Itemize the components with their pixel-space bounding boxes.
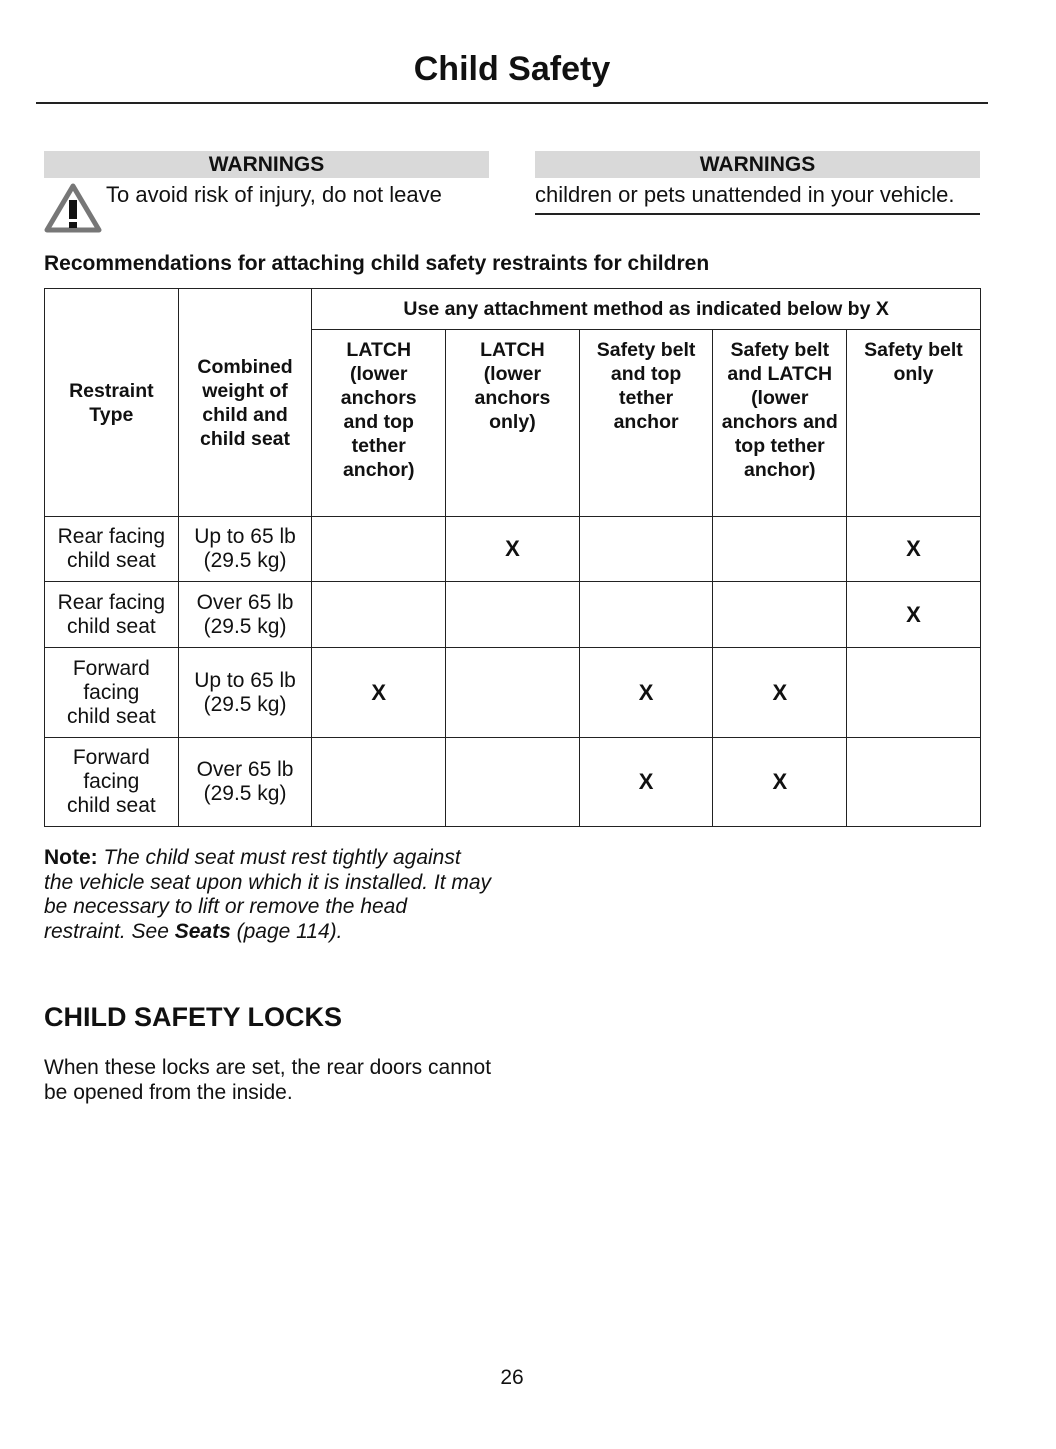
table-row [45,517,981,582]
cell-mark: X [847,517,981,582]
locks-text: When these locks are set, the rear doors cannot be opened from the inside. [44,1056,492,1104]
cell-type: Rear facing child seat [45,517,179,582]
cell-mark [446,582,580,648]
cell-mark [847,738,981,827]
cell-mark: X [713,648,847,738]
cell-mark [312,582,446,648]
cell-mark [579,517,713,582]
locks-heading: CHILD SAFETY LOCKS [44,1002,343,1032]
title-divider [36,102,988,104]
cell-mark: X [579,648,713,738]
cell-mark: X [446,517,580,582]
group-header: Use any attachment method as indicated below by X [312,289,980,330]
warning-triangle-icon [44,183,102,233]
cell-mark [713,517,847,582]
warning-text-right: children or pets unattended in your vehicle. [535,182,955,207]
note-text: The child seat must rest tightly against the vehicle seat upon which it is installed. It may be necessary to lift or remove the head restraint. See [44,846,492,943]
table-row [45,582,981,648]
table-row [45,648,981,738]
col-header-latch-only: LATCH (lower anchors only) [446,330,580,517]
restraint-table [44,288,981,827]
page-number: 26 [500,1366,524,1389]
cell-type: Forward facing child seat [45,738,179,827]
cell-weight: Up to 65 lb (29.5 kg) [178,517,312,582]
cell-mark [312,517,446,582]
cell-mark [446,648,580,738]
col-header-belt-tether: Safety belt and top tether anchor [579,330,713,517]
cell-mark [446,738,580,827]
note-suffix: (page 114). [230,919,343,943]
cell-mark [847,648,981,738]
cell-type: Forward facing child seat [45,648,179,738]
cell-mark: X [847,582,981,648]
cell-mark [579,582,713,648]
cell-mark [713,582,847,648]
col-header-weight: Combined weight of child and child seat [178,289,312,517]
warning-text-left: To avoid risk of injury, do not leave [106,182,442,207]
warnings-label-right: WARNINGS [535,151,980,178]
warnings-label-left: WARNINGS [44,151,489,178]
col-header-belt-only: Safety belt only [847,330,981,517]
col-header-latch-tether: LATCH (lower anchors and top tether anchor) [312,330,446,517]
note [44,846,494,944]
cell-weight: Up to 65 lb (29.5 kg) [178,648,312,738]
cell-weight: Over 65 lb (29.5 kg) [178,582,312,648]
cell-mark: X [579,738,713,827]
col-header-type: Restraint Type [45,289,179,517]
cell-mark: X [713,738,847,827]
warning-divider [535,213,980,215]
col-header-belt-latch: Safety belt and LATCH (lower anchors and top tether anchor) [713,330,847,517]
cell-mark: X [312,648,446,738]
cell-type: Rear facing child seat [45,582,179,648]
table-row [45,738,981,827]
seats-link[interactable]: Seats [174,919,231,943]
section-heading: Recommendations for attaching child safety restraints for children [44,252,710,275]
page-title: Child Safety [413,50,611,88]
cell-mark [312,738,446,827]
cell-weight: Over 65 lb (29.5 kg) [178,738,312,827]
note-label: Note: [44,846,98,869]
